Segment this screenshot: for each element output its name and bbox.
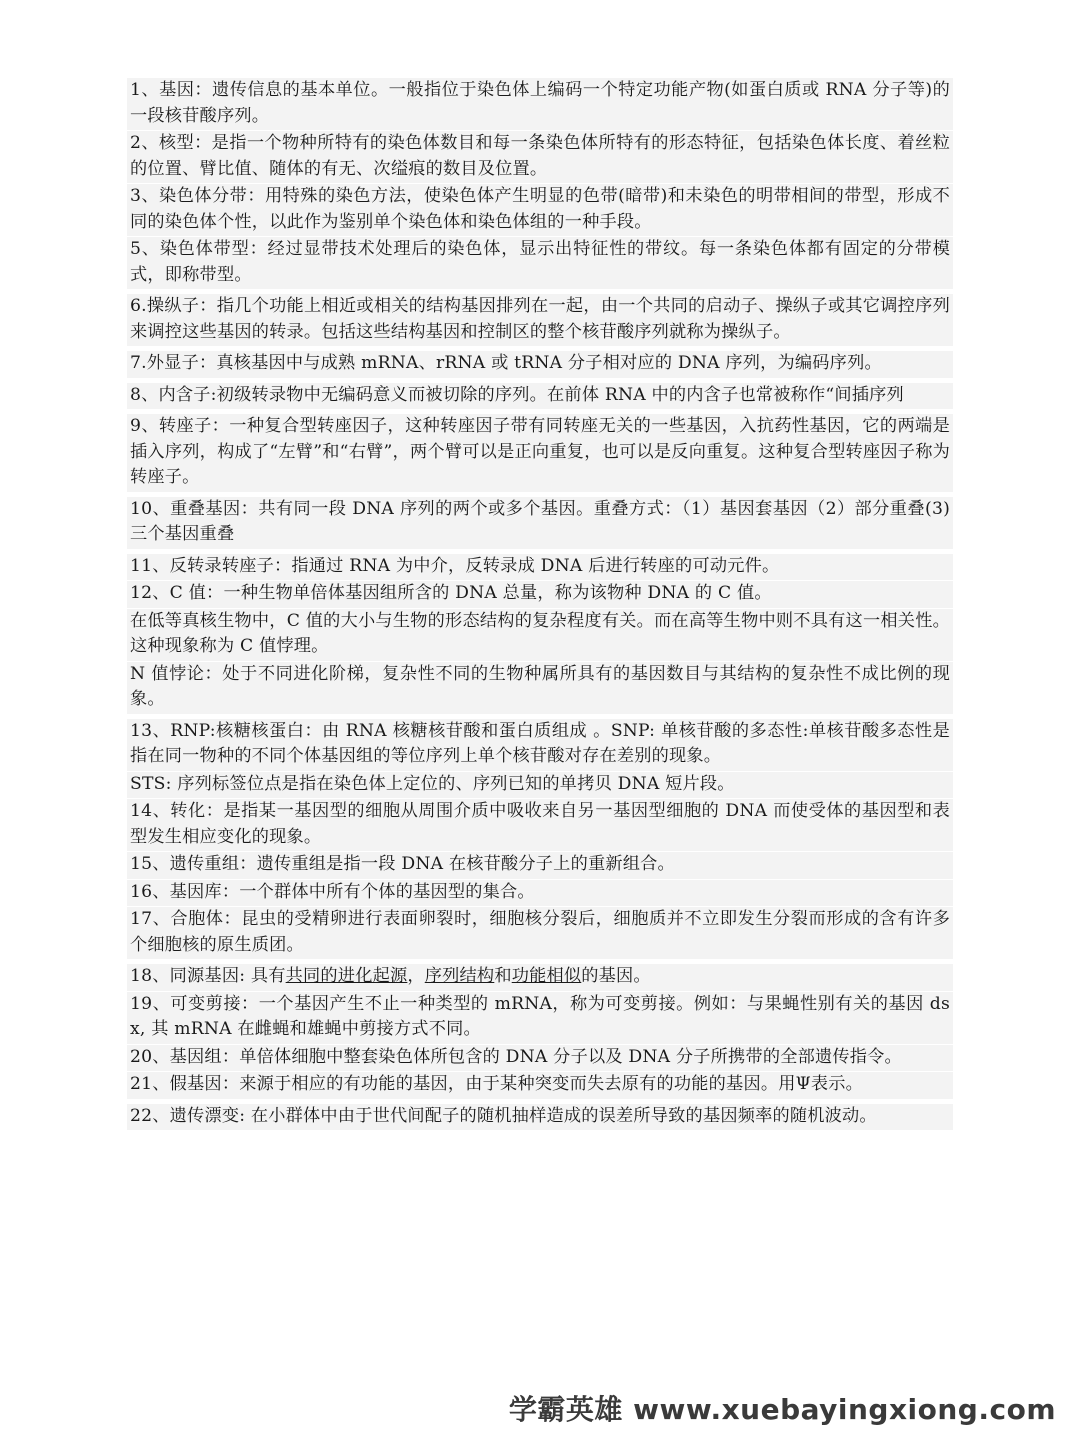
definition-entry-18: [127, 964, 953, 991]
definition-entry: 17、合胞体：昆虫的受精卵进行表面卵裂时，细胞核分裂后，细胞质并不立即发生分裂而形成的含有许多个细胞核的原生质团。: [127, 907, 953, 959]
definition-entry: 21、假基因：来源于相应的有功能的基因，由于某种突变而失去原有的功能的基因。用Ψ表示。: [127, 1072, 953, 1099]
definition-entry: 2、核型：是指一个物种所特有的染色体数目和每一条染色体所特有的形态特征，包括染色体长度、着丝粒的位置、臂比值、随体的有无、次缢痕的数目及位置。: [127, 131, 953, 183]
definition-entry: 12、C 值：一种生物单倍体基因组所含的 DNA 总量，称为该物种 DNA 的 C 值。: [127, 581, 953, 608]
definition-entry: 5、染色体带型：经过显带技术处理后的染色体，显示出特征性的带纹。每一条染色体都有固定的分带模式，即称带型。: [127, 237, 953, 289]
definition-entry: 20、基因组：单倍体细胞中整套染色体所包含的 DNA 分子以及 DNA 分子所携带的全部遗传指令。: [127, 1045, 953, 1072]
definition-entry: 22、遗传漂变: 在小群体中由于世代间配子的随机抽样造成的误差所导致的基因频率的随机波动。: [127, 1104, 953, 1131]
entry18-suffix: 的基因。: [581, 966, 651, 986]
definition-entry: 11、反转录转座子：指通过 RNA 为中介，反转录成 DNA 后进行转座的可动元件。: [127, 554, 953, 581]
definition-entry: 10、重叠基因：共有同一段 DNA 序列的两个或多个基因。重叠方式：（1）基因套基因（2）部分重叠(3)三个基因重叠: [127, 497, 953, 549]
definition-entry: 7.外显子：真核基因中与成熟 mRNA、rRNA 或 tRNA 分子相对应的 DNA 序列，为编码序列。: [127, 351, 953, 378]
definition-entry: 16、基因库：一个群体中所有个体的基因型的集合。: [127, 880, 953, 907]
document-body: [127, 78, 953, 1131]
underlined-term: 序列结构: [424, 966, 495, 986]
definition-entry: 14、转化：是指某一基因型的细胞从周围介质中吸收来自另一基因型细胞的 DNA 而使受体的基因型和表型发生相应变化的现象。: [127, 799, 953, 851]
definition-entry: N 值悖论：处于不同进化阶梯，复杂性不同的生物种属所具有的基因数目与其结构的复杂性不成比例的现象。: [127, 662, 953, 714]
underlined-term: 功能相似: [511, 966, 582, 986]
definition-entry: 1、基因：遗传信息的基本单位。一般指位于染色体上编码一个特定功能产物(如蛋白质或 RNA 分子等)的一段核苷酸序列。: [127, 78, 953, 130]
definition-entry: 8、内含子:初级转录物中无编码意义而被切除的序列。在前体 RNA 中的内含子也常被称作“间插序列: [127, 383, 953, 410]
definition-entry: 13、RNP:核糖核蛋白：由 RNA 核糖核苷酸和蛋白质组成 。SNP: 单核苷酸的多态性:单核苷酸多态性是指在同一物种的不同个体基因组的等位序列上单个核苷酸对存在差别的现象。: [127, 719, 953, 771]
underlined-term: 共同的进化起源: [285, 966, 408, 986]
definition-entry: 在低等真核生物中，C 值的大小与生物的形态结构的复杂程度有关。而在高等生物中则不具有这一相关性。这种现象称为 C 值悖理。: [127, 609, 953, 661]
definition-entry: 3、染色体分带：用特殊的染色方法，使染色体产生明显的色带(暗带)和未染色的明带相间的带型，形成不同的染色体个性，以此作为鉴别单个染色体和染色体组的一种手段。: [127, 184, 953, 236]
definition-entry: 15、遗传重组：遗传重组是指一段 DNA 在核苷酸分子上的重新组合。: [127, 852, 953, 879]
definition-entry: 19、可变剪接：一个基因产生不止一种类型的 mRNA，称为可变剪接。例如：与果蝇性别有关的基因 dsx, 其 mRNA 在雌蝇和雄蝇中剪接方式不同。: [127, 992, 953, 1044]
sts-entry: STS: 序列标签位点是指在染色体上定位的、序列已知的单拷贝 DNA 短片段。: [127, 772, 953, 799]
entry18-separator: ，: [407, 966, 425, 986]
site-watermark: 学霸英雄 www.xuebayingxiong.com: [508, 1393, 1056, 1426]
definition-entry: 6.操纵子：指几个功能上相近或相关的结构基因排列在一起，由一个共同的启动子、操纵子或其它调控序列来调控这些基因的转录。包括这些结构基因和控制区的整个核苷酸序列就称为操纵子。: [127, 294, 953, 346]
entry18-separator: 和: [494, 966, 512, 986]
definition-entry: 9、转座子：一种复合型转座因子，这种转座因子带有同转座无关的一些基因，入抗药性基因，它的两端是插入序列，构成了“左臂”和“右臂”，两个臂可以是正向重复，也可以是反向重复。这种复合型转座因子称为转座子。: [127, 414, 953, 492]
entry18-prefix: 18、同源基因: 具有: [130, 966, 286, 986]
